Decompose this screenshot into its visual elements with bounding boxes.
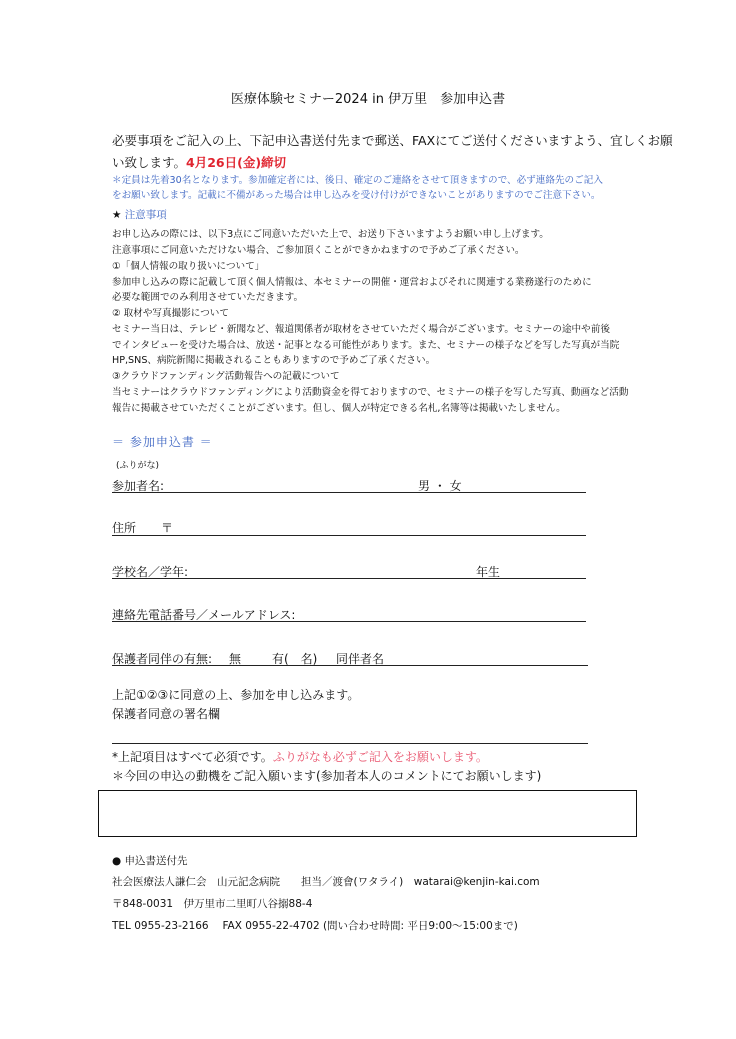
page-title: 医療体験セミナー2024 in 伊万里 参加申込書 bbox=[230, 92, 506, 107]
guardian-field-line[interactable] bbox=[112, 665, 588, 666]
intro-line-2 bbox=[112, 153, 286, 171]
send-to-phone: TEL 0955-23-2166 FAX 0955-22-4702 (問い合わせ時間: 平日9:00～15:00まで) bbox=[112, 920, 518, 932]
send-to-org: 社会医療法人謙仁会 山元記念病院 担当／渡會(ワタライ) watarai@kenjin-kai.com bbox=[112, 876, 540, 888]
grade-suffix: 年生 bbox=[476, 565, 501, 579]
signature-field-line[interactable] bbox=[112, 743, 588, 744]
caution-line: ③クラウドファンディング活動報告への記載について bbox=[112, 371, 340, 382]
required-note-text: *上記項目はすべて必須です。 bbox=[112, 750, 273, 764]
guardian-no-option[interactable]: 無 bbox=[229, 652, 242, 666]
contact-field-line[interactable] bbox=[112, 621, 586, 622]
gender-options[interactable]: 男 ・ 女 bbox=[418, 479, 462, 493]
school-label: 学校名／学年: bbox=[112, 565, 189, 579]
send-to-address: 〒848-0031 伊万里市二里町八谷搦88-4 bbox=[112, 898, 313, 910]
guardian-label: 保護者同伴の有無: bbox=[112, 652, 213, 666]
contact-label: 連絡先電話番号／メールアドレス: bbox=[112, 608, 296, 622]
caution-heading-label: 注意事項 bbox=[124, 209, 167, 221]
caution-line: ② 取材や写真撮影について bbox=[112, 308, 229, 319]
caution-heading bbox=[112, 207, 167, 222]
name-field-line[interactable] bbox=[112, 492, 586, 493]
postal-mark: 〒 bbox=[161, 521, 174, 535]
motivation-note: ＊今回の申込の動機をご記入願います(参加者本人のコメントにてお願いします) bbox=[112, 769, 542, 783]
caution-line: 必要な範囲でのみ利用させていただきます。 bbox=[112, 292, 304, 303]
guardian-yes-option[interactable]: 有( 名) bbox=[272, 652, 318, 666]
send-to-heading-label: 申込書送付先 bbox=[124, 855, 188, 867]
caution-line: 注意事項にご同意いただけない場合、ご参加頂くことができかねますので予めご了承ください。 bbox=[112, 245, 525, 256]
companion-label: 同伴者名 bbox=[336, 652, 385, 666]
caution-line: 当セミナーはクラウドファンディングにより活動資金を得ておりますので、セミナーの様子を写した写真、動画など活動 bbox=[112, 387, 629, 398]
caution-line: HP,SNS、病院新聞に掲載されることもありますので予めご了承ください。 bbox=[112, 355, 436, 366]
furigana-note: ふりがなも必ずご記入をお願いします。 bbox=[272, 750, 488, 764]
address-field-line[interactable] bbox=[112, 535, 586, 536]
intro-line-2-text: い致します。 bbox=[112, 155, 187, 170]
intro-line-1: 必要事項をご記入の上、下記申込書送付先まで郵送、FAXにてご送付くださいますよう、宜しくお願 bbox=[112, 133, 673, 148]
agreement-text: 上記①②③に同意の上、参加を申し込みます。 bbox=[112, 688, 360, 702]
required-note bbox=[112, 748, 488, 765]
bullet-icon: ● bbox=[112, 855, 122, 867]
caution-line: ①「個人情報の取り扱いについて」 bbox=[112, 261, 265, 272]
caution-line: お申し込みの際には、以下3点にご同意いただいた上で、お送り下さいますようお願い申し上げます。 bbox=[112, 229, 549, 240]
caution-line: 参加申し込みの際に記載して頂く個人情報は、本セミナーの開催・運営およびそれに関連する業務遂行のために bbox=[112, 277, 592, 288]
send-to-heading bbox=[112, 853, 188, 868]
caution-line: セミナー当日は、テレビ・新聞など、報道関係者が取材をさせていただく場合がございます。セミナーの途中や前後 bbox=[112, 324, 610, 335]
form-section-title: ＝ 参加申込書 ＝ bbox=[112, 435, 213, 449]
furigana-label: (ふりがな) bbox=[116, 461, 160, 471]
capacity-note-1: ＊定員は先着30名となります。参加確定者には、後日、確定のご連絡をさせて頂きますので、必ず連絡先のご記入 bbox=[112, 175, 603, 186]
address-label: 住所 bbox=[112, 521, 137, 535]
caution-line: でインタビューを受けた場合は、放送・記事となる可能性があります。また、セミナーの様子などを写した写真が当院 bbox=[112, 340, 620, 351]
name-label: 参加者名: bbox=[112, 479, 165, 493]
caution-line: 報告に掲載させていただくことがございます。但し、個人が特定できる名札,名簿等は掲載いたしません。 bbox=[112, 403, 566, 414]
motivation-input-box[interactable] bbox=[98, 790, 637, 837]
capacity-note-2: をお願い致します。記載に不備があった場合は申し込みを受け付けができないことがありますのでご注意下さい。 bbox=[112, 190, 601, 201]
school-field-line[interactable] bbox=[112, 578, 586, 579]
deadline-text: 4月26日(金)締切 bbox=[186, 155, 287, 170]
signature-label: 保護者同意の署名欄 bbox=[112, 707, 221, 721]
star-icon: ★ bbox=[112, 209, 122, 221]
